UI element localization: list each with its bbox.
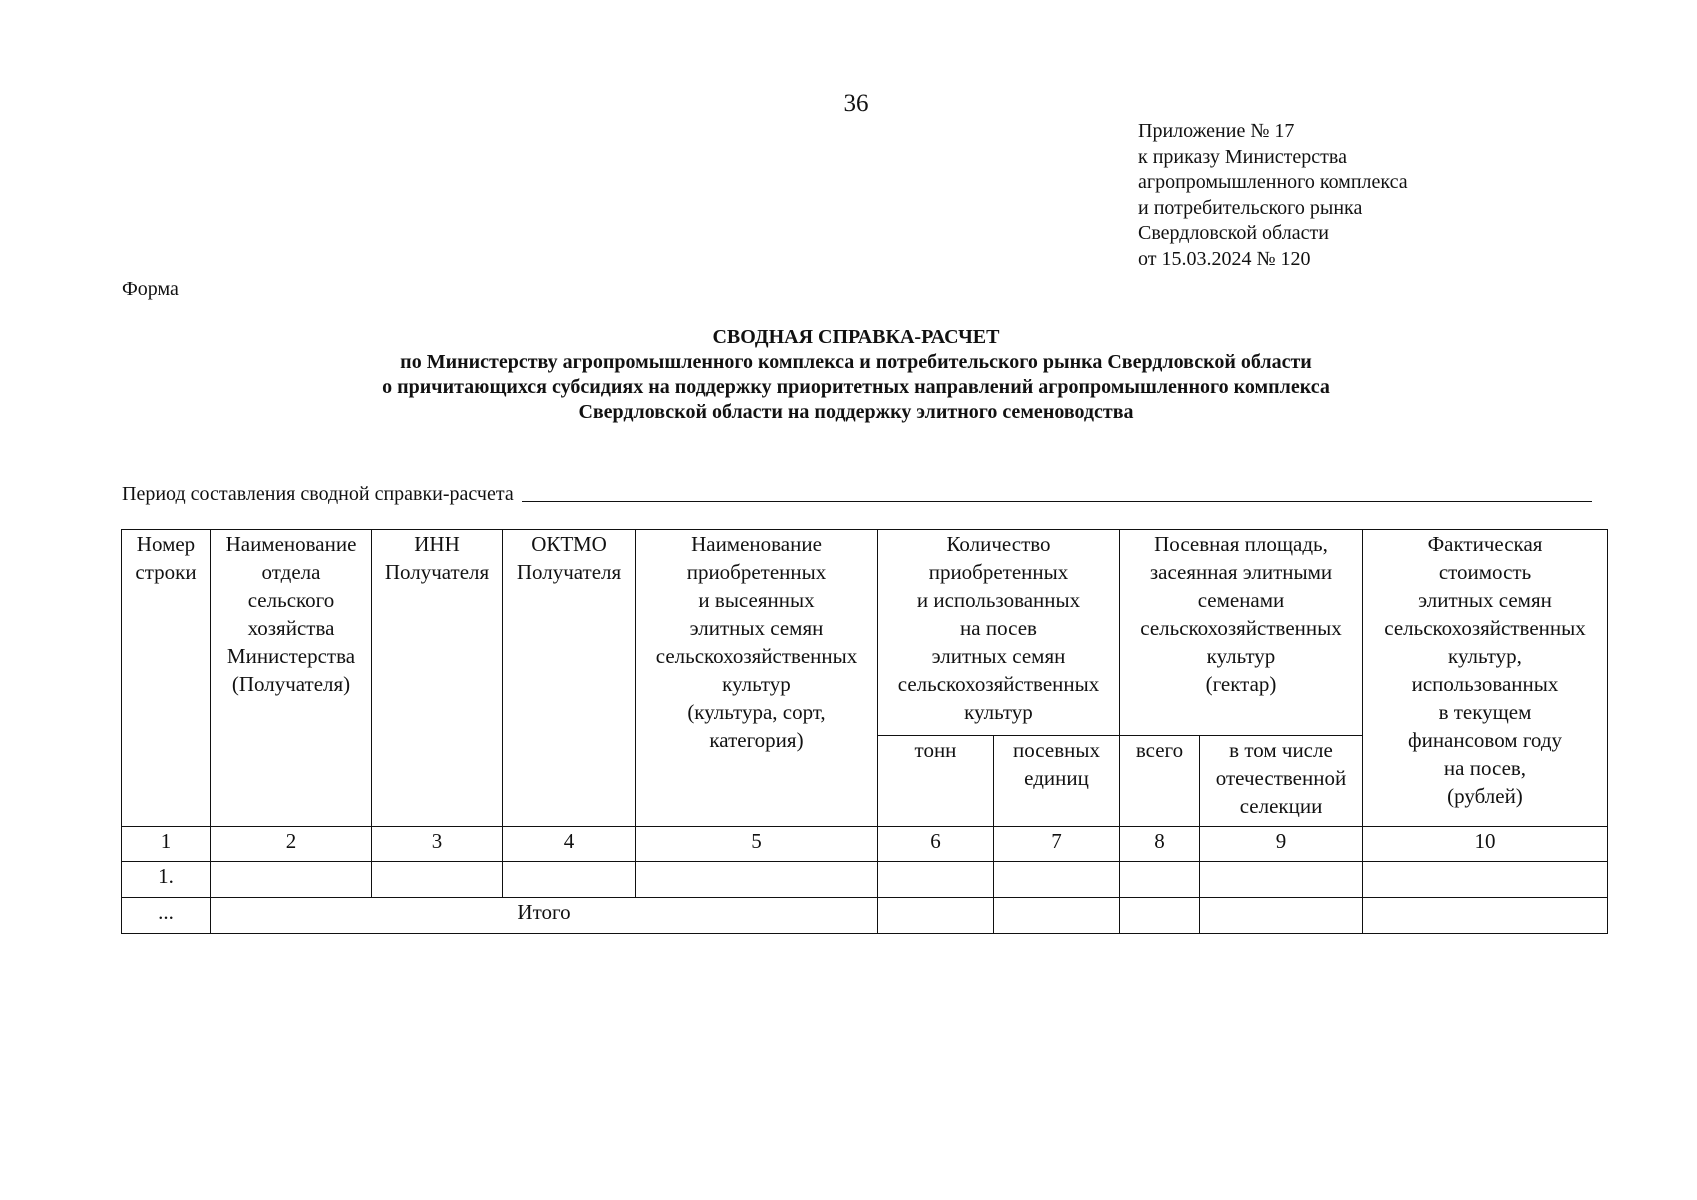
- appendix-line: Приложение № 17: [1138, 120, 1295, 142]
- column-number: 9: [1200, 827, 1363, 862]
- header-cell-sown-area: Посевная площадь, засеянная элитными семенами сельскохозяйственных культур (гектар): [1120, 530, 1363, 736]
- data-cell[interactable]: [1363, 898, 1608, 934]
- title-line: СВОДНАЯ СПРАВКА-РАСЧЕТ: [712, 326, 1000, 348]
- table-row: [122, 862, 1608, 898]
- subheader-cell-seed-units: посевных единиц: [994, 736, 1120, 827]
- subheader-cell-domestic: в том числе отечественной селекции: [1200, 736, 1363, 827]
- title-line: о причитающихся субсидиях на поддержку приоритетных направлений агропромышленного комплекса: [382, 376, 1330, 398]
- data-cell[interactable]: [878, 862, 994, 898]
- title-line: Свердловской области на поддержку элитного семеноводства: [578, 401, 1134, 423]
- data-cell[interactable]: [994, 862, 1120, 898]
- data-cell[interactable]: [636, 862, 878, 898]
- column-number: 7: [994, 827, 1120, 862]
- row-number-cell: 1.: [122, 862, 211, 898]
- column-number-row: [122, 827, 1608, 862]
- appendix-line: Свердловской области: [1138, 222, 1329, 244]
- subheader-cell-total: всего: [1120, 736, 1200, 827]
- header-row: [122, 530, 1608, 736]
- appendix-line: агропромышленного комплекса: [1138, 171, 1408, 193]
- header-cell-actual-cost: Фактическая стоимость элитных семян сельскохозяйственных культур, использованных в текущем финансовом году на посев, (рублей): [1363, 530, 1608, 827]
- header-cell-department: Наименование отдела сельского хозяйства Министерства (Получателя): [211, 530, 372, 827]
- header-cell-quantity: Количество приобретенных и использованных на посев элитных семян сельскохозяйственных культур: [878, 530, 1120, 736]
- subheader-cell-tons: тонн: [878, 736, 994, 827]
- data-cell[interactable]: [878, 898, 994, 934]
- column-number: 5: [636, 827, 878, 862]
- column-number: 8: [1120, 827, 1200, 862]
- total-row: [122, 898, 1608, 934]
- appendix-line: к приказу Министерства: [1138, 145, 1347, 168]
- data-cell[interactable]: [1200, 862, 1363, 898]
- total-label-cell: Итого: [211, 898, 878, 934]
- column-number: 4: [503, 827, 636, 862]
- header-cell-seed-name: Наименование приобретенных и высеянных элитных семян сельскохозяйственных культур (культура, сорт, категория): [636, 530, 878, 827]
- period-label: Период составления сводной справки-расчета: [122, 483, 514, 505]
- column-number: 6: [878, 827, 994, 862]
- appendix-line: и потребительского рынка: [1138, 196, 1363, 219]
- data-cell[interactable]: [1120, 898, 1200, 934]
- document-title: [0, 325, 1697, 425]
- data-cell[interactable]: [372, 862, 503, 898]
- column-number: 2: [211, 827, 372, 862]
- row-number-cell: ...: [122, 898, 211, 934]
- header-cell-oktmo: ОКТМО Получателя: [503, 530, 636, 827]
- data-cell[interactable]: [1120, 862, 1200, 898]
- data-cell[interactable]: [1200, 898, 1363, 934]
- period-input-line[interactable]: [522, 501, 1592, 502]
- form-label: Форма: [122, 278, 179, 300]
- header-cell-row-number: Номер строки: [122, 530, 211, 827]
- column-number: 3: [372, 827, 503, 862]
- header-cell-inn: ИНН Получателя: [372, 530, 503, 827]
- title-line: по Министерству агропромышленного комплекса и потребительского рынка Свердловской области: [400, 351, 1312, 373]
- appendix-line: от 15.03.2024 № 120: [1138, 247, 1311, 270]
- column-number: 10: [1363, 827, 1608, 862]
- page-number: 36: [843, 90, 869, 117]
- data-cell[interactable]: [1363, 862, 1608, 898]
- data-cell[interactable]: [994, 898, 1120, 934]
- column-number: 1: [122, 827, 211, 862]
- period-field: [122, 483, 1592, 506]
- appendix-block: [1138, 119, 1408, 272]
- data-cell[interactable]: [211, 862, 372, 898]
- summary-table: [121, 529, 1608, 934]
- data-cell[interactable]: [503, 862, 636, 898]
